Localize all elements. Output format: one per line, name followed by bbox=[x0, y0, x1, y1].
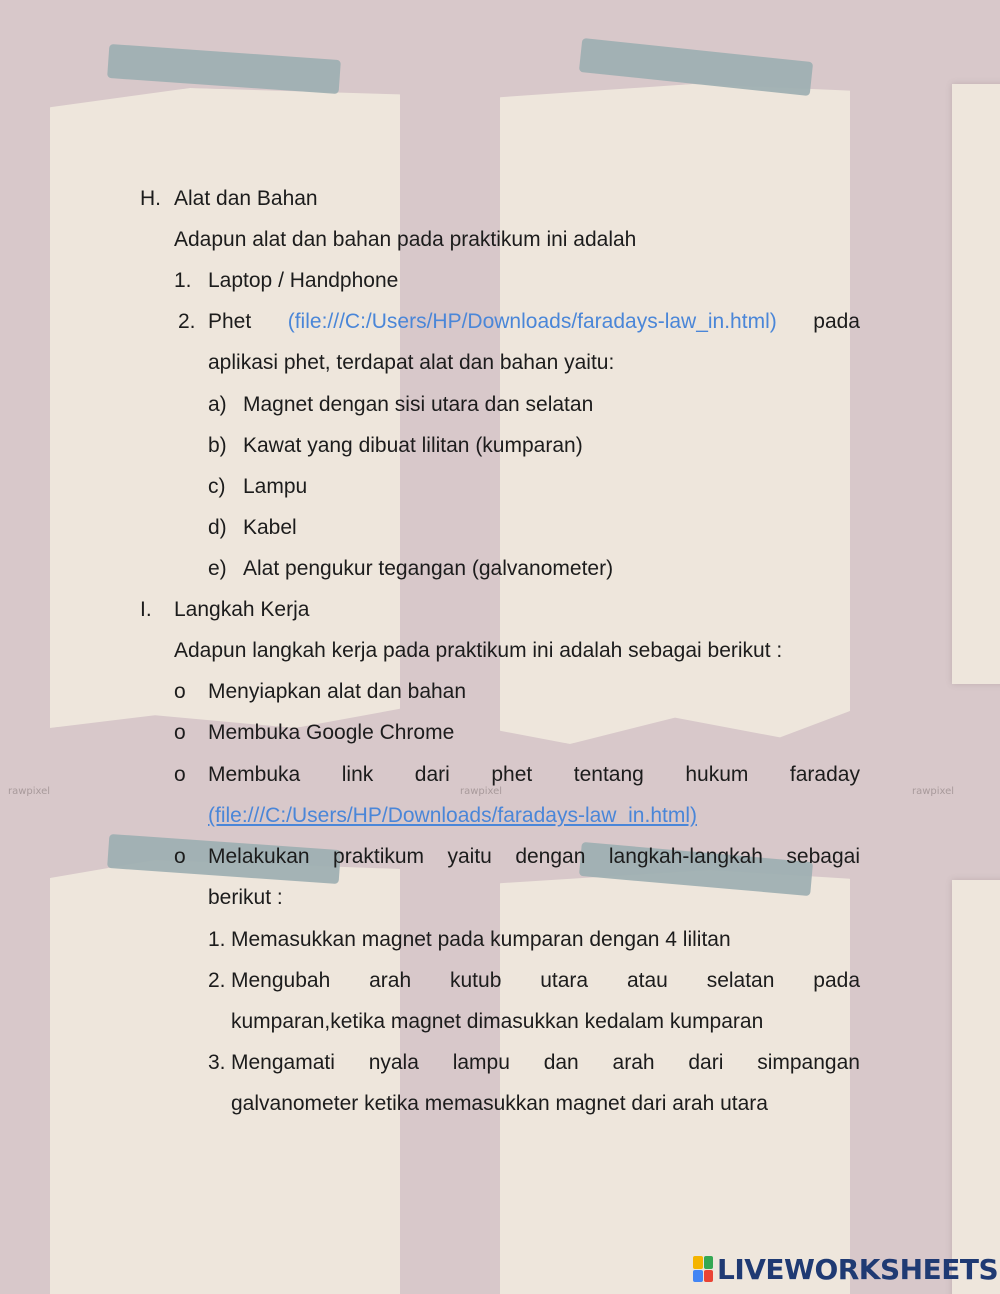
item-marker: 1. bbox=[174, 269, 192, 292]
bullet-link-line bbox=[208, 761, 860, 789]
word: selatan bbox=[706, 969, 775, 992]
word: hukum bbox=[685, 763, 749, 786]
bullet-practice-line bbox=[208, 843, 860, 871]
item-phet-text: Phet bbox=[208, 310, 252, 333]
subitem-marker: c) bbox=[208, 475, 226, 498]
logo-badge-icon bbox=[693, 1256, 713, 1282]
word: pada bbox=[813, 969, 860, 992]
item-phet-line bbox=[208, 308, 860, 336]
step-2-line bbox=[231, 967, 860, 995]
word: atau bbox=[626, 969, 668, 992]
word: arah bbox=[369, 969, 412, 992]
subitem-text: Kawat yang dibuat lilitan (kumparan) bbox=[243, 434, 583, 457]
watermark: rawpixel bbox=[460, 786, 503, 797]
word: langkah-langkah bbox=[608, 845, 763, 868]
subitem-text: Kabel bbox=[243, 516, 297, 539]
word: nyala bbox=[368, 1051, 419, 1074]
word: sebagai bbox=[786, 845, 860, 868]
word: Melakukan bbox=[208, 845, 310, 868]
subitem-marker: d) bbox=[208, 516, 227, 539]
word: praktikum bbox=[333, 845, 425, 868]
subitem-text: Alat pengukur tegangan (galvanometer) bbox=[243, 557, 614, 580]
word: phet bbox=[491, 763, 533, 786]
subitem-marker: a) bbox=[208, 393, 227, 416]
word: dengan bbox=[515, 845, 586, 868]
watermark: rawpixel bbox=[8, 786, 51, 797]
section-h-intro: Adapun alat dan bahan pada praktikum ini adalah bbox=[174, 228, 637, 251]
step-3-line bbox=[231, 1049, 860, 1077]
item-phet-continuation: aplikasi phet, terdapat alat dan bahan yaitu: bbox=[208, 351, 615, 374]
section-h-title: Alat dan Bahan bbox=[174, 187, 318, 210]
word: dan bbox=[543, 1051, 579, 1074]
phet-link[interactable]: (file:///C:/Users/HP/Downloads/faradays-law_in.html) bbox=[287, 310, 777, 333]
bullet-text: Menyiapkan alat dan bahan bbox=[208, 680, 467, 703]
subitem-marker: b) bbox=[208, 434, 227, 457]
faraday-link[interactable]: (file:///C:/Users/HP/Downloads/faradays-law_in.html) bbox=[208, 804, 697, 827]
section-i-marker: I. bbox=[140, 598, 152, 621]
step-text: Memasukkan magnet pada kumparan dengan 4 lilitan bbox=[231, 928, 731, 951]
word: Mengamati bbox=[231, 1051, 335, 1074]
subitem-text: Lampu bbox=[243, 475, 308, 498]
step-marker: 2. bbox=[208, 969, 226, 992]
item-phet-end: pada bbox=[813, 310, 860, 333]
liveworksheets-logo[interactable] bbox=[693, 1252, 998, 1286]
item-marker: 2. bbox=[178, 310, 196, 333]
subitem-marker: e) bbox=[208, 557, 227, 580]
logo-text: LIVEWORKSHEETS bbox=[717, 1252, 999, 1286]
word: dari bbox=[688, 1051, 724, 1074]
word: tentang bbox=[573, 763, 644, 786]
step-marker: 1. bbox=[208, 928, 226, 951]
word: faraday bbox=[789, 763, 860, 786]
word: lampu bbox=[452, 1051, 510, 1074]
word: dari bbox=[414, 763, 450, 786]
word: kutub bbox=[450, 969, 502, 992]
step-3-continuation: galvanometer ketika memasukkan magnet dari arah utara bbox=[231, 1092, 768, 1115]
bullet-marker: o bbox=[174, 845, 186, 868]
bullet-marker: o bbox=[174, 680, 186, 703]
section-i-title: Langkah Kerja bbox=[174, 598, 310, 621]
word: arah bbox=[612, 1051, 655, 1074]
item-laptop: Laptop / Handphone bbox=[208, 269, 399, 292]
watermark: rawpixel bbox=[912, 786, 955, 797]
word: simpangan bbox=[757, 1051, 860, 1074]
word: link bbox=[341, 763, 374, 786]
word: utara bbox=[540, 969, 589, 992]
section-i-intro: Adapun langkah kerja pada praktikum ini adalah sebagai berikut : bbox=[174, 639, 783, 662]
step-marker: 3. bbox=[208, 1051, 226, 1074]
word: yaitu bbox=[447, 845, 492, 868]
section-h-marker: H. bbox=[140, 187, 161, 210]
step-2-continuation: kumparan,ketika magnet dimasukkan kedalam kumparan bbox=[231, 1010, 764, 1033]
bullet-practice-continuation: berikut : bbox=[208, 886, 283, 909]
bullet-text: Membuka Google Chrome bbox=[208, 721, 455, 744]
bullet-marker: o bbox=[174, 721, 186, 744]
word: Membuka bbox=[208, 763, 301, 786]
bullet-marker: o bbox=[174, 763, 186, 786]
subitem-text: Magnet dengan sisi utara dan selatan bbox=[243, 393, 594, 416]
word: Mengubah bbox=[231, 969, 331, 992]
